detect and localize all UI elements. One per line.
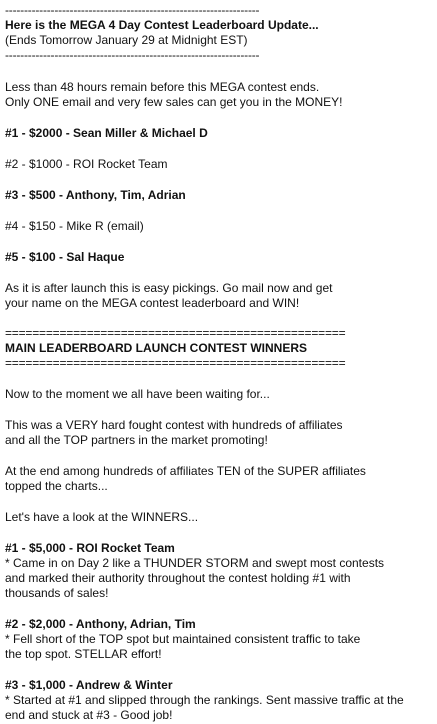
leaderboard-entry-2: #2 - $1000 - ROI Rocket Team	[5, 157, 168, 171]
cta-line-2: your name on the MEGA contest leaderboard and WIN!	[5, 296, 300, 310]
winner-3-line-1: * Started at #1 and slipped through the rankings. Sent massive traffic at the	[5, 693, 404, 707]
leaderboard-entry-3: #3 - $500 - Anthony, Tim, Adrian	[5, 188, 186, 202]
winner-3-line-2: end and stuck at #3 - Good job!	[5, 708, 173, 722]
winner-3-heading: #3 - $1,000 - Andrew & Winter	[5, 678, 173, 692]
winner-1-line-3: thousands of sales!	[5, 586, 109, 600]
leaderboard-entry-4: #4 - $150 - Mike R (email)	[5, 219, 144, 233]
body-paragraph-4: Let's have a look at the WINNERS...	[5, 510, 199, 524]
cta-line-1: As it is after launch this is easy pickings. Go mail now and get	[5, 281, 333, 295]
body-paragraph-2-line-1: This was a VERY hard fought contest with hundreds of affiliates	[5, 418, 343, 432]
leaderboard-entry-5: #5 - $100 - Sal Haque	[5, 250, 125, 264]
dash-separator-top: -------------------------------------------------------------------	[5, 3, 260, 17]
winner-1-line-1: * Came in on Day 2 like a THUNDER STORM and swept most contests	[5, 556, 385, 570]
main-section-title: MAIN LEADERBOARD LAUNCH CONTEST WINNERS	[5, 341, 307, 355]
winner-2-heading: #2 - $2,000 - Anthony, Adrian, Tim	[5, 617, 196, 631]
intro-line-2: Only ONE email and very few sales can get you in the MONEY!	[5, 95, 343, 109]
winner-1-heading: #1 - $5,000 - ROI Rocket Team	[5, 541, 175, 555]
body-paragraph-1: Now to the moment we all have been waiting for...	[5, 387, 270, 401]
header-subtitle: (Ends Tomorrow January 29 at Midnight EST)	[5, 33, 248, 47]
body-paragraph-3-line-1: At the end among hundreds of affiliates TEN of the SUPER affiliates	[5, 464, 366, 478]
winner-1-line-2: and marked their authority throughout the contest holding #1 with	[5, 571, 351, 585]
header-title: Here is the MEGA 4 Day Contest Leaderboard Update...	[5, 18, 319, 32]
winner-2-line-1: * Fell short of the TOP spot but maintained consistent traffic to take	[5, 632, 361, 646]
body-paragraph-2-line-2: and all the TOP partners in the market promoting!	[5, 433, 268, 447]
intro-line-1: Less than 48 hours remain before this MEGA contest ends.	[5, 80, 320, 94]
leaderboard-entry-1: #1 - $2000 - Sean Miller & Michael D	[5, 126, 208, 140]
winner-2-line-2: the top spot. STELLAR effort!	[5, 647, 162, 661]
body-paragraph-3-line-2: topped the charts...	[5, 479, 108, 493]
equals-separator-bottom: ==================================================	[5, 356, 346, 370]
equals-separator-top: ==================================================	[5, 326, 346, 340]
email-body	[0, 3, 437, 723]
dash-separator-bottom: -------------------------------------------------------------------	[5, 48, 260, 62]
